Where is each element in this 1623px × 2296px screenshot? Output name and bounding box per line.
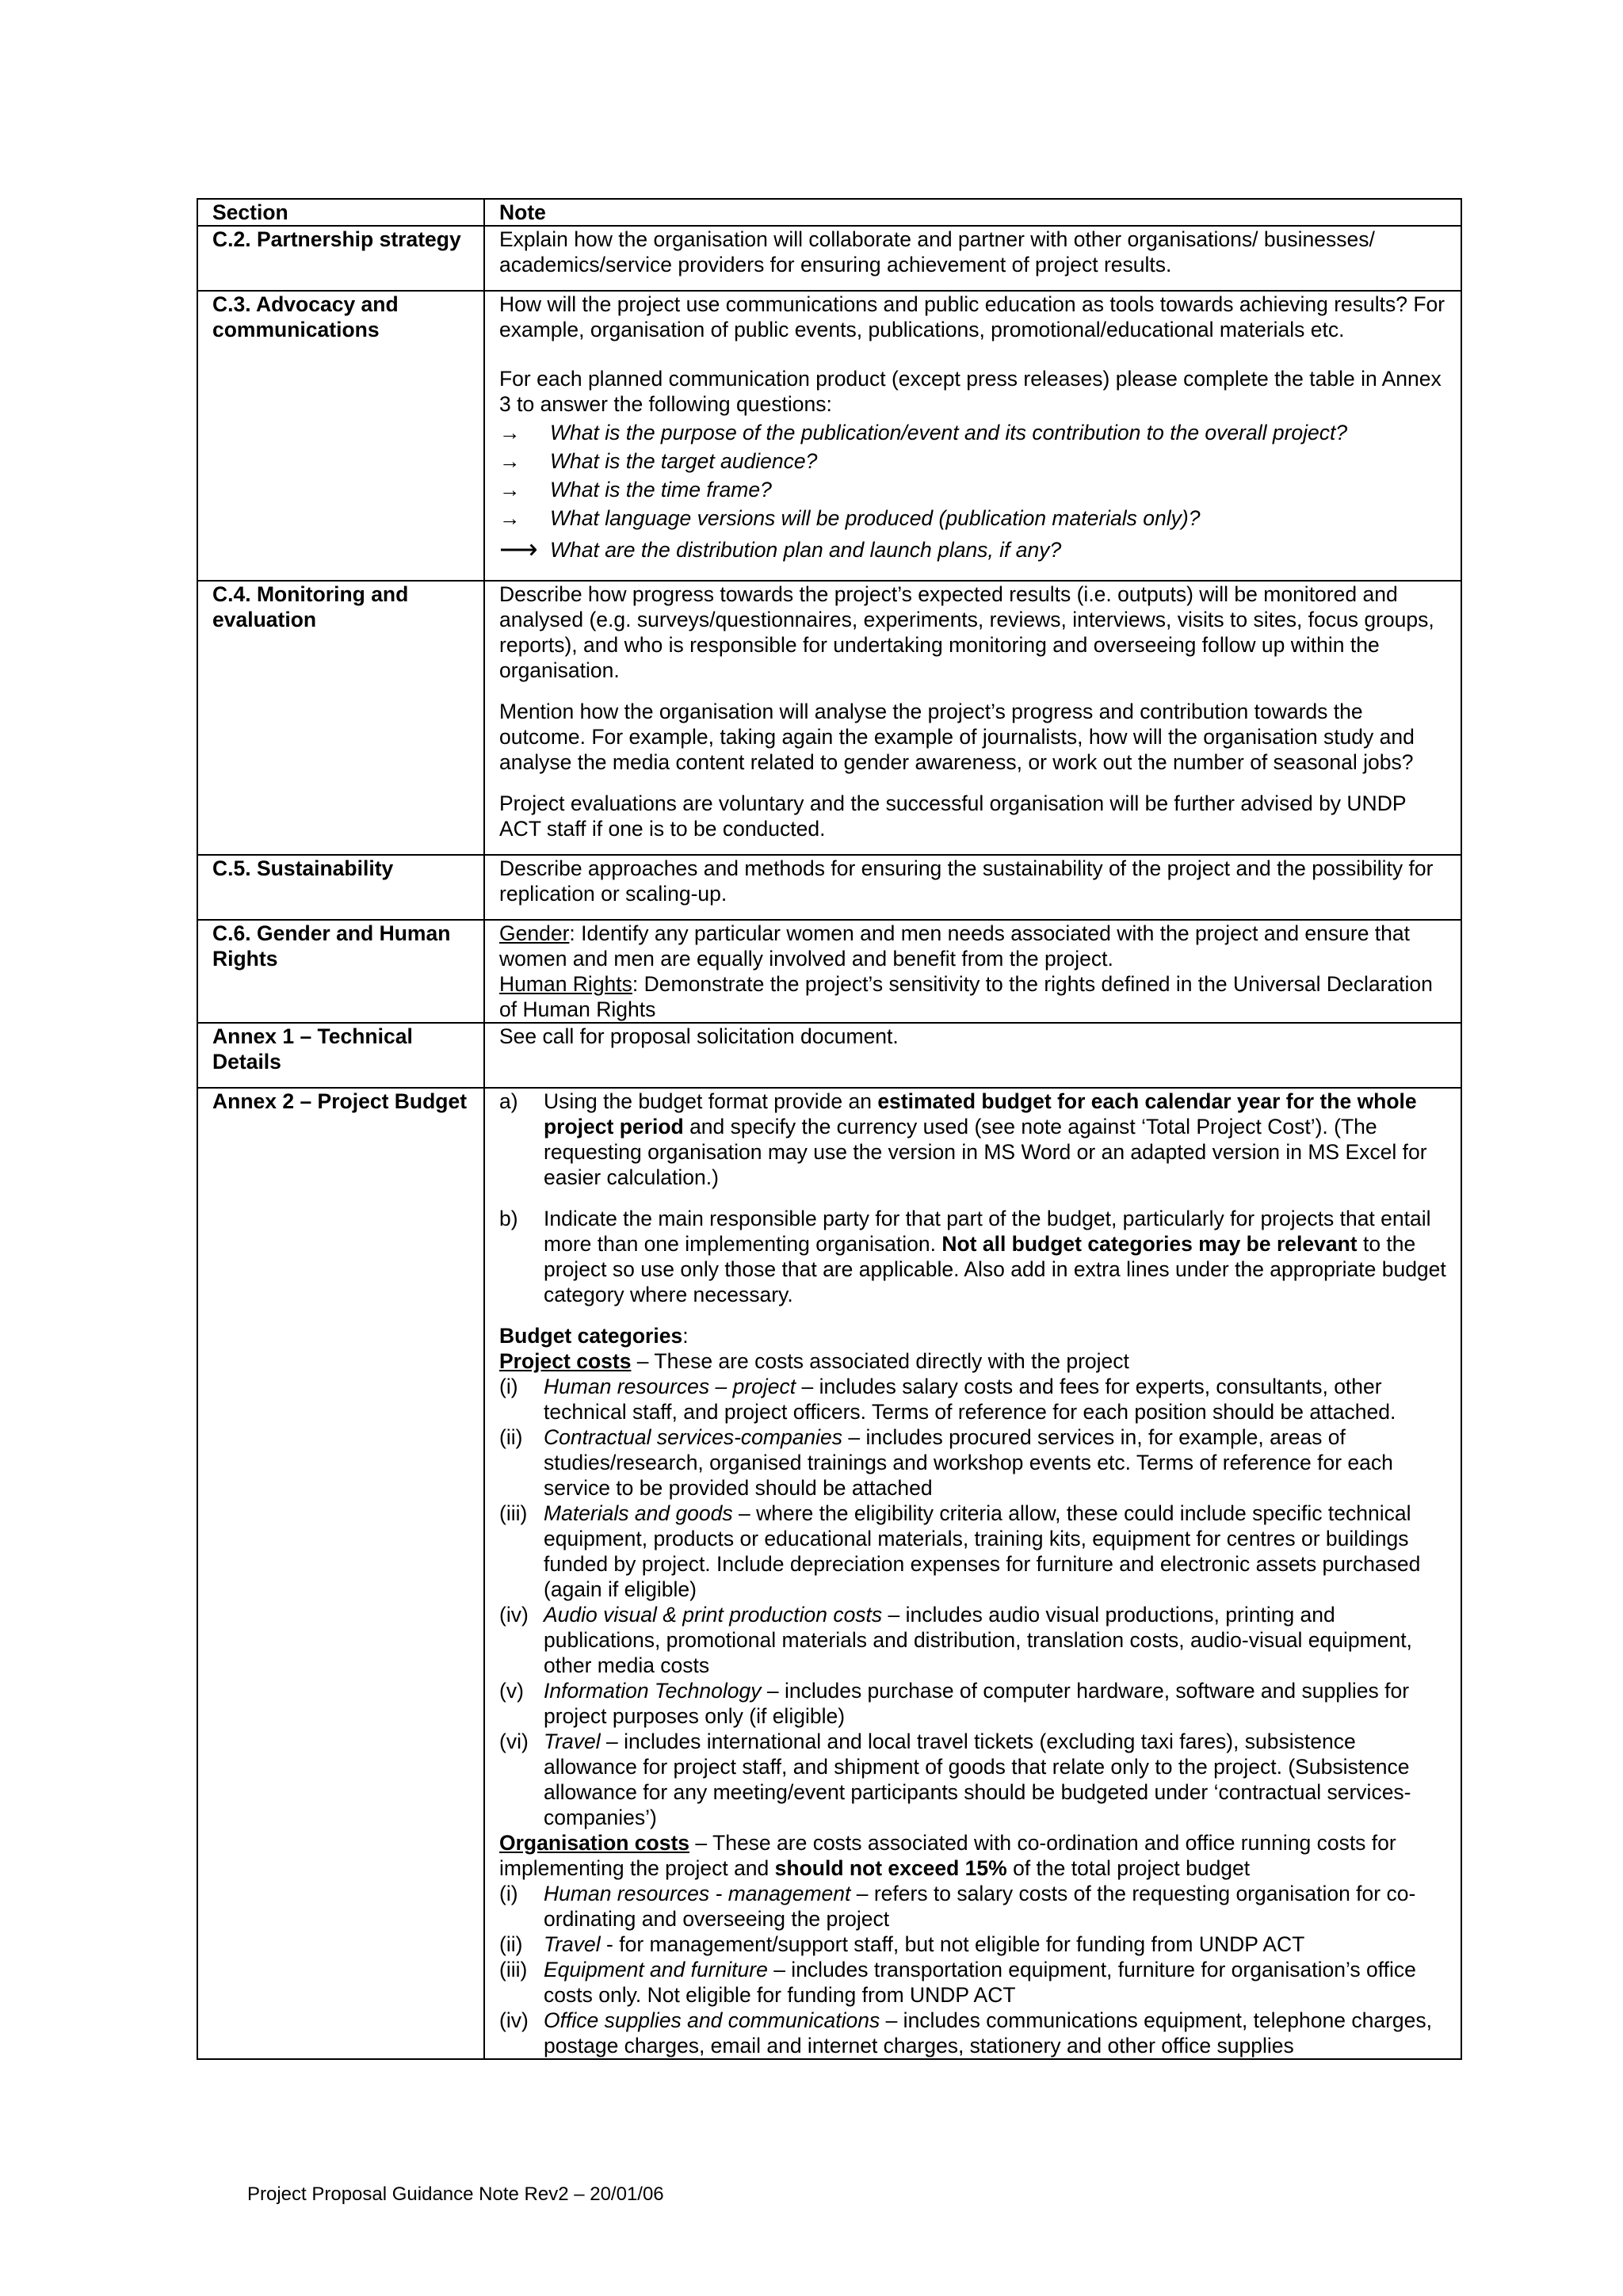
c3-paragraph: How will the project use communications and public education as tools towards achieving results? For example, organisation of public events, publications, promotional/educational materials etc. [499,292,1445,341]
list-item: (vi) Travel – includes international and local travel tickets (excluding taxi fares), subsistence allowance for project staff, and shipment of goods that relate only to the project. (Subsistence allowance for any meeting/event participants should be budgeted under ‘contractual services-companies’) [499,1730,1411,1829]
arrow-icon: → [499,449,521,473]
table-row [197,291,1461,581]
question-item: → What is the target audience? [499,449,818,473]
section-c5: C.5. Sustainability [197,855,484,920]
table-row [197,920,1461,1023]
list-item: (i) Human resources – project – includes salary costs and fees for experts, consultants, other technical staff, and project officers. Terms of reference for each position should be attached. [499,1375,1396,1424]
gender-label: Gender [499,921,570,945]
project-costs-list [499,1374,1448,1830]
list-item: (ii) Contractual services-companies – includes procured services in, for example, areas of studies/research, organised trainings and workshop events etc. Terms of reference for each service to be provided should be attached [499,1425,1393,1500]
page-footer: Project Proposal Guidance Note Rev2 – 20/01/06 [247,2183,664,2205]
guidance-table [197,198,1462,2060]
table-row [197,1023,1461,1088]
note-c3 [484,291,1461,581]
section-c3: C.3. Advocacy and communications [197,291,484,581]
budget-categories-heading: Budget categories: [499,1324,689,1348]
section-c2: C.2. Partnership strategy [197,226,484,291]
section-annex1: Annex 1 – Technical Details [197,1023,484,1088]
question-item: → What is the time frame? [499,478,772,502]
c4-paragraph: Project evaluations are voluntary and the successful organisation will be further advised by UNDP ACT staff if one is to be conducted. [499,791,1407,841]
table-row [197,855,1461,920]
note-c2: Explain how the organisation will collaborate and partner with other organisations/ businesses/ academics/service providers for ensuring achievement of project results. [484,226,1461,291]
header-note: Note [484,199,1461,226]
list-item: (iv) Office supplies and communications – includes communications equipment, telephone charges, postage charges, email and internet charges, stationery and other office supplies [499,2008,1432,2058]
table-row [197,581,1461,855]
list-item: (iv) Audio visual & print production costs – includes audio visual productions, printing and publications, promotional materials and distribution, translation costs, audio-visual equipment, other media costs [499,1603,1412,1677]
table-row [197,226,1461,291]
arrow-icon: → [499,478,521,502]
section-annex2: Annex 2 – Project Budget [197,1088,484,2059]
section-c6: C.6. Gender and Human Rights [197,920,484,1023]
note-annex2 [484,1088,1461,2059]
list-item: (iii) Equipment and furniture – includes transportation equipment, furniture for organisation’s office costs only. Not eligible for funding from UNDP ACT [499,1958,1416,2007]
note-c4 [484,581,1461,855]
question-item: → What is the purpose of the publication/event and its contribution to the overall project? [499,421,1348,444]
list-item: a) Using the budget format provide an estimated budget for each calendar year for the whole project period and specify the currency used (see note against ‘Total Project Cost’). (The requesting organisation may use the version in MS Word or an adapted version in MS Excel for easier calculation.) [499,1089,1427,1189]
note-c5: Describe approaches and methods for ensuring the sustainability of the project and the possibility for replication or scaling-up. [484,855,1461,920]
arrow-icon: → [499,421,521,444]
c3-paragraph: For each planned communication product (except press releases) please complete the table in Annex 3 to answer the following questions: [499,367,1442,416]
list-item: b) Indicate the main responsible party for that part of the budget, particularly for projects that entail more than one implementing organisation. Not all budget categories may be relevant to the project so use only those that are applicable. Also add in extra lines under the appropriate budget category where necessary. [499,1207,1446,1306]
table-header-row [197,199,1461,226]
question-item: → What language versions will be produced (publication materials only)? [499,506,1201,530]
list-item: (iii) Materials and goods – where the eligibility criteria allow, these could include specific technical equipment, products or educational materials, training kits, equipment for centres or buildings funded by project. Include depreciation expenses for furniture and electronic assets purchased (again if eligible) [499,1501,1421,1601]
organisation-costs-heading: Organisation costs – These are costs associated with co-ordination and office running costs for implementing the project and should not exceed 15% of the total project budget [499,1831,1396,1880]
c4-paragraph: Describe how progress towards the project’s expected results (i.e. outputs) will be monitored and analysed (e.g. surveys/questionnaires, experiments, reviews, interviews, visits to sites, focus groups, reports), and who is responsible for undertaking monitoring and overseeing follow up within the organisation. [499,582,1434,682]
list-item: (i) Human resources - management – refers to salary costs of the requesting organisation for co-ordinating and overseeing the project [499,1882,1416,1931]
arrow-icon: ⟶ [499,535,538,565]
note-annex1: See call for proposal solicitation document. [484,1023,1461,1088]
header-section: Section [197,199,484,226]
organisation-costs-list [499,1881,1448,2058]
arrow-icon: → [499,506,521,530]
project-costs-heading: Project costs – These are costs associated directly with the project [499,1349,1129,1373]
table-row [197,1088,1461,2059]
list-item: (ii) Travel - for management/support staff, but not eligible for funding from UNDP ACT [499,1932,1305,1956]
question-item: ⟶ What are the distribution plan and launch plans, if any? [499,535,1062,565]
note-c6: Gender: Identify any particular women and men needs associated with the project and ensure that women and men are equally involved and benefit from the project. Human Rights: Demonstrate the project’s sensitivity to the rights defined in the Universal Declaration of Human Rights [484,920,1461,1023]
section-c4: C.4. Monitoring and evaluation [197,581,484,855]
human-rights-label: Human Rights [499,972,632,996]
list-item: (v) Information Technology – includes purchase of computer hardware, software and supplies for project purposes only (if eligible) [499,1679,1410,1728]
c4-paragraph: Mention how the organisation will analyse the project’s progress and contribution towards the outcome. For example, taking again the example of journalists, how will the organisation study and analyse the media content related to gender awareness, or work out the number of seasonal jobs? [499,700,1415,774]
